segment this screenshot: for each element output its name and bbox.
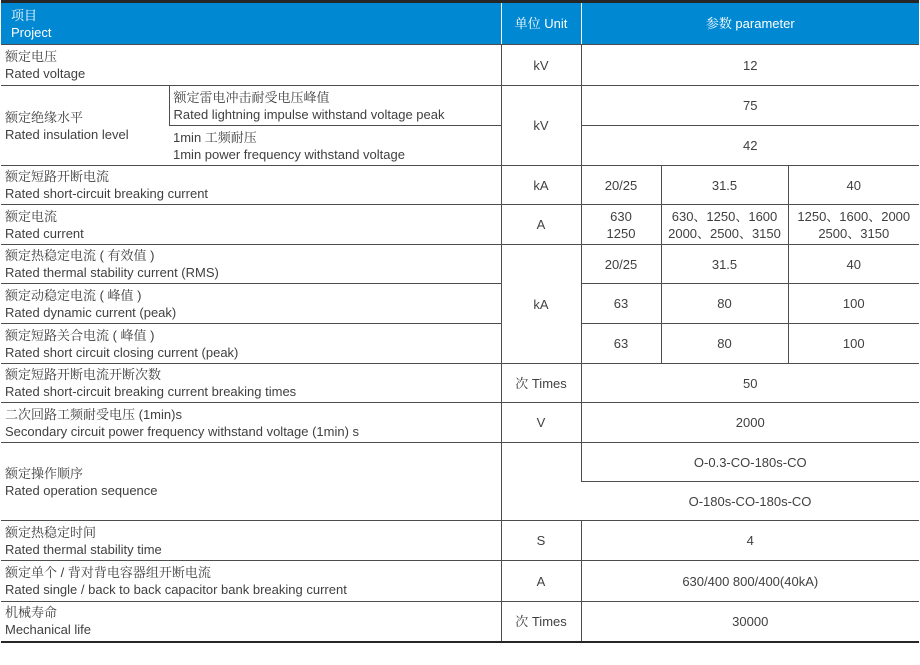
rated-voltage-label bbox=[1, 45, 501, 86]
label-en: Rated single / back to back capacitor bank breaking current bbox=[5, 582, 347, 597]
closing-current-v2: 80 bbox=[661, 324, 788, 364]
dynamic-current-label bbox=[1, 284, 501, 324]
row-rated-voltage bbox=[1, 45, 919, 86]
value-line-1: 1250、1600、2000 bbox=[797, 208, 911, 224]
row-dynamic-current bbox=[1, 284, 919, 324]
short-circuit-breaking-unit: kA bbox=[501, 166, 581, 205]
label-zh: 额定单个 / 背对背电容器组开断电流 bbox=[5, 565, 211, 580]
rated-current-label bbox=[1, 205, 501, 245]
label-zh: 额定操作顺序 bbox=[5, 465, 84, 481]
capacitor-breaking-value: 630/400 800/400(40kA) bbox=[581, 561, 919, 602]
label-zh: 额定热稳定电流 ( 有效值 ) bbox=[5, 248, 155, 263]
row-thermal-time bbox=[1, 521, 919, 561]
row-secondary-withstand bbox=[1, 403, 919, 443]
value-line-2: 2000、2500、3150 bbox=[668, 225, 781, 241]
label-zh: 额定电压 bbox=[5, 49, 58, 64]
row-rated-current bbox=[1, 205, 919, 245]
rated-voltage-unit: kV bbox=[501, 45, 581, 86]
row-short-circuit-breaking bbox=[1, 166, 919, 205]
value-line-2: 1250 bbox=[606, 225, 636, 241]
row-insulation-impulse bbox=[1, 86, 919, 126]
closing-current-label bbox=[1, 324, 501, 364]
operation-sequence-value-2: O-180s-CO-180s-CO bbox=[581, 482, 919, 521]
thermal-current-label bbox=[1, 245, 501, 284]
label-en: Mechanical life bbox=[5, 622, 91, 638]
thermal-time-value: 4 bbox=[581, 521, 919, 561]
label-zh: 1min 工频耐压 bbox=[173, 129, 257, 145]
rated-current-v2 bbox=[661, 205, 788, 245]
thermal-time-label bbox=[1, 521, 501, 561]
capacitor-breaking-unit: A bbox=[501, 561, 581, 602]
insulation-label bbox=[1, 86, 169, 166]
header-project bbox=[1, 2, 501, 45]
label-en: Rated short circuit closing current (peak) bbox=[5, 344, 239, 360]
breaking-times-value: 50 bbox=[581, 364, 919, 403]
short-circuit-breaking-v2: 31.5 bbox=[661, 166, 788, 205]
label-zh: 额定绝缘水平 bbox=[5, 109, 84, 125]
row-mechanical-life bbox=[1, 602, 919, 642]
closing-current-v3: 100 bbox=[788, 324, 919, 364]
label-en: Rated dynamic current (peak) bbox=[5, 304, 177, 320]
capacitor-breaking-label bbox=[1, 561, 501, 602]
operation-sequence-value-1: O-0.3-CO-180s-CO bbox=[581, 443, 919, 482]
breaking-times-unit: 次 Times bbox=[501, 364, 581, 403]
row-thermal-current bbox=[1, 245, 919, 284]
thermal-time-unit: S bbox=[501, 521, 581, 561]
insulation-unit: kV bbox=[501, 86, 581, 166]
closing-current-v1: 63 bbox=[581, 324, 661, 364]
label-zh: 额定雷电冲击耐受电压峰值 bbox=[173, 89, 330, 105]
dynamic-current-v3: 100 bbox=[788, 284, 919, 324]
mechanical-life-label bbox=[1, 602, 501, 642]
rated-current-v3 bbox=[788, 205, 919, 245]
header-project-en: Project bbox=[11, 24, 52, 40]
header-row bbox=[1, 2, 919, 45]
label-zh: 额定热稳定时间 bbox=[5, 524, 97, 540]
operation-sequence-unit bbox=[501, 443, 581, 521]
mechanical-life-value: 30000 bbox=[581, 602, 919, 642]
secondary-withstand-value: 2000 bbox=[581, 403, 919, 443]
secondary-withstand-unit: V bbox=[501, 403, 581, 443]
label-en: Rated lightning impulse withstand voltage peak bbox=[173, 106, 445, 122]
label-en: Rated voltage bbox=[5, 66, 86, 81]
label-zh: 额定短路开断电流 bbox=[5, 169, 110, 184]
insulation-impulse-label bbox=[169, 86, 501, 126]
current-group-unit: kA bbox=[501, 245, 581, 364]
dynamic-current-v1: 63 bbox=[581, 284, 661, 324]
dynamic-current-v2: 80 bbox=[661, 284, 788, 324]
label-zh: 额定电流 bbox=[5, 208, 58, 224]
label-en: Rated thermal stability current (RMS) bbox=[5, 265, 219, 280]
value-line-1: 630、1250、1600 bbox=[671, 208, 778, 224]
row-capacitor-breaking bbox=[1, 561, 919, 602]
label-en: Rated insulation level bbox=[5, 126, 129, 142]
value-line-1: 630 bbox=[610, 208, 632, 224]
header-parameter: 参数 parameter bbox=[581, 2, 919, 45]
label-en: Rated operation sequence bbox=[5, 482, 158, 498]
rated-current-v1 bbox=[581, 205, 661, 245]
label-en: Rated current bbox=[5, 225, 84, 241]
row-operation-sequence-1 bbox=[1, 443, 919, 482]
row-closing-current bbox=[1, 324, 919, 364]
breaking-times-label bbox=[1, 364, 501, 403]
operation-sequence-label bbox=[1, 443, 501, 521]
label-en: Secondary circuit power frequency withstand voltage (1min) s bbox=[5, 423, 360, 439]
label-en: Rated short-circuit breaking current bbox=[5, 186, 209, 201]
thermal-current-v3: 40 bbox=[788, 245, 919, 284]
rated-current-unit: A bbox=[501, 205, 581, 245]
label-zh: 二次回路工频耐受电压 (1min)s bbox=[5, 406, 182, 422]
value-line-2: 2500、3150 bbox=[818, 225, 890, 241]
label-zh: 额定短路关合电流 ( 峰值 ) bbox=[5, 327, 155, 343]
insulation-power-freq-label bbox=[169, 126, 501, 166]
short-circuit-breaking-v1: 20/25 bbox=[581, 166, 661, 205]
label-zh: 机械寿命 bbox=[5, 605, 58, 621]
short-circuit-breaking-label bbox=[1, 166, 501, 205]
insulation-power-freq-value: 42 bbox=[581, 126, 919, 166]
label-en: 1min power frequency withstand voltage bbox=[173, 146, 405, 162]
row-breaking-times bbox=[1, 364, 919, 403]
spec-table bbox=[1, 0, 919, 643]
label-zh: 额定动稳定电流 ( 峰值 ) bbox=[5, 287, 142, 303]
header-project-zh: 项目 bbox=[11, 7, 38, 23]
thermal-current-v2: 31.5 bbox=[661, 245, 788, 284]
label-en: Rated short-circuit breaking current breaking times bbox=[5, 384, 297, 399]
mechanical-life-unit: 次 Times bbox=[501, 602, 581, 642]
insulation-impulse-value: 75 bbox=[581, 86, 919, 126]
rated-voltage-value: 12 bbox=[581, 45, 919, 86]
header-unit: 单位 Unit bbox=[501, 2, 581, 45]
secondary-withstand-label bbox=[1, 403, 501, 443]
thermal-current-v1: 20/25 bbox=[581, 245, 661, 284]
label-en: Rated thermal stability time bbox=[5, 541, 162, 557]
label-zh: 额定短路开断电流开断次数 bbox=[5, 367, 162, 382]
short-circuit-breaking-v3: 40 bbox=[788, 166, 919, 205]
